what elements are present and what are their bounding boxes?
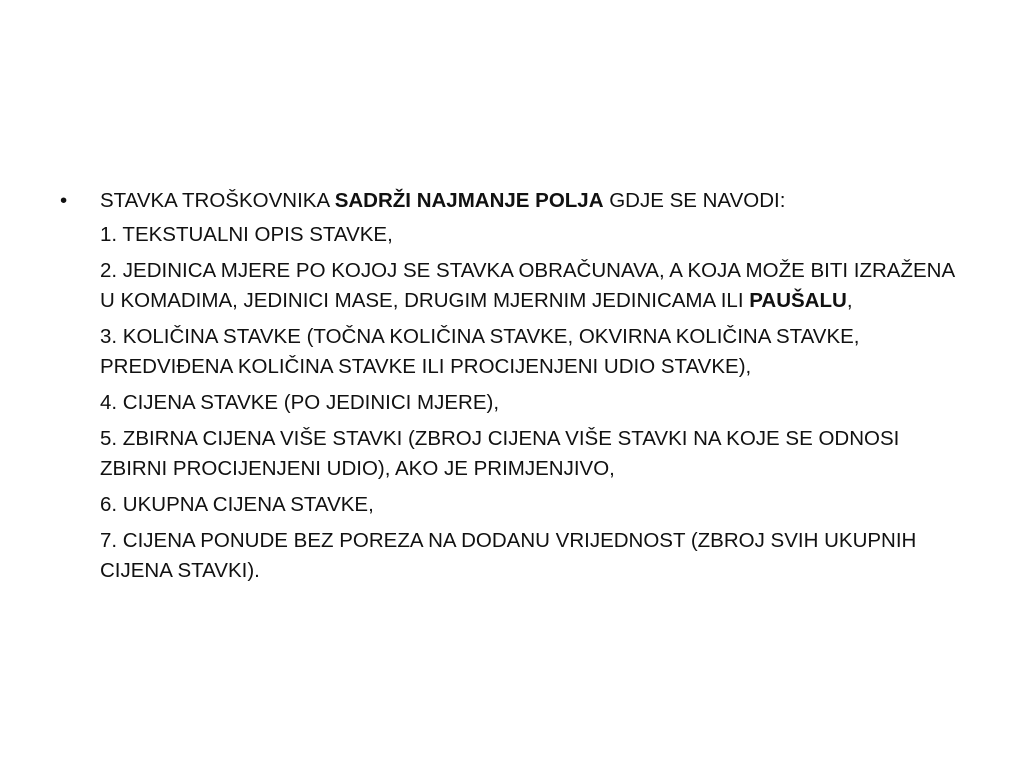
list-item-text-after: , — [846, 289, 853, 312]
intro-bullet — [60, 186, 960, 216]
intro-text-bold: SADRŽI NAJMANJE POLJA — [334, 189, 604, 212]
intro-text-end: GDJE SE NAVODI: — [603, 189, 786, 212]
list-item-1 — [60, 220, 960, 250]
list-item-5 — [60, 424, 960, 484]
intro-text-start: STAVKA TROŠKOVNIKA — [100, 189, 335, 212]
list-item-text: 2. JEDINICA MJERE PO KOJOJ SE STAVKA OBRAČUNAVA, A KOJA MOŽE BITI IZRAŽENA U KOMADIMA, JEDINICI MASE, DRUGIM MJERNIM JEDINICAMA ILI — [100, 259, 954, 312]
list-item-2 — [60, 256, 960, 316]
list-item-text: 1. TEKSTUALNI OPIS STAVKE, — [100, 223, 393, 246]
list-item-text: 5. ZBIRNA CIJENA VIŠE STAVKI (ZBROJ CIJENA VIŠE STAVKI NA KOJE SE ODNOSI ZBIRNI PROCIJENJENI UDIO), AKO JE PRIMJENJIVO, — [100, 427, 900, 480]
list-item-3 — [60, 322, 960, 382]
bullet-icon: • — [60, 189, 68, 212]
list-item-bold-text: PAUŠALU — [749, 289, 847, 312]
slide-body — [60, 186, 960, 592]
list-item-text: 7. CIJENA PONUDE BEZ POREZA NA DODANU VRIJEDNOST (ZBROJ SVIH UKUPNIH CIJENA STAVKI). — [100, 529, 917, 582]
list-item-text: 6. UKUPNA CIJENA STAVKE, — [100, 493, 374, 516]
list-item-text: 4. CIJENA STAVKE (PO JEDINICI MJERE), — [100, 391, 500, 414]
list-item-7 — [60, 526, 960, 586]
list-item-6 — [60, 490, 960, 520]
list-item-text: 3. KOLIČINA STAVKE (TOČNA KOLIČINA STAVKE, OKVIRNA KOLIČINA STAVKE, PREDVIĐENA KOLIČINA STAVKE ILI PROCIJENJENI UDIO STAVKE), — [100, 325, 860, 378]
list-item-4 — [60, 388, 960, 418]
